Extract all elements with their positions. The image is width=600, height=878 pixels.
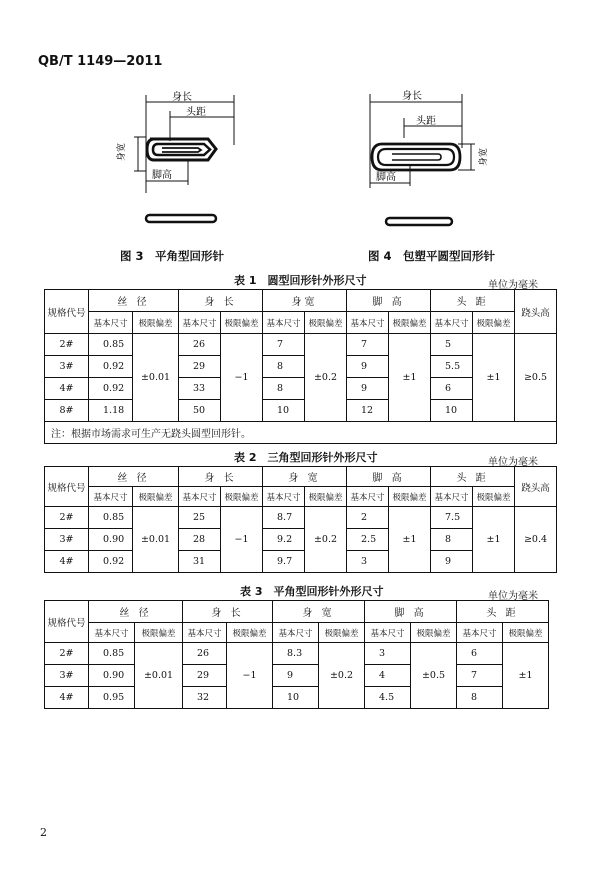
fig4-foot-label: 脚高 (376, 172, 396, 183)
t2-code: 3# (45, 529, 89, 551)
table-1-unit: 单位为毫米 (488, 280, 538, 291)
fig4-head-label: 头距 (416, 116, 436, 127)
t1-sub-basic: 基本尺寸 (347, 312, 389, 334)
t2-width: 8.7 (263, 507, 305, 529)
t1-width: 10 (263, 400, 305, 422)
t2-head: 9 (431, 551, 473, 573)
t1-foot: 9 (347, 356, 389, 378)
t3-tol-wire: ±0.01 (135, 643, 183, 709)
t2-header-code: 规格代号 (45, 467, 89, 507)
t3-head: 8 (457, 687, 503, 709)
t3-length: 32 (183, 687, 227, 709)
standard-number: QB/T 1149—2011 (38, 54, 163, 69)
figure-4-caption: 图 4 包塑平圆型回形针 (368, 249, 496, 263)
table-1-note: 注：根据市场需求可生产无跷头圆型回形针。 (45, 422, 557, 444)
t3-code: 3# (45, 665, 89, 687)
t2-tol-head: ±1 (473, 507, 515, 573)
table-1-title: 表 1 圆型回形针外形尺寸 (234, 274, 367, 287)
table-1 (44, 289, 557, 444)
t1-header-head: 头 距 (431, 290, 515, 312)
t2-wire: 0.92 (89, 551, 133, 573)
t1-wire: 0.92 (89, 378, 133, 400)
fig3-width-label: 身宽 (117, 142, 127, 161)
table-3 (44, 600, 549, 709)
t1-length: 50 (179, 400, 221, 422)
t3-header-foot: 脚 高 (365, 601, 457, 623)
t2-length: 31 (179, 551, 221, 573)
fig4-width-label: 身宽 (479, 147, 489, 166)
t1-wire: 0.85 (89, 334, 133, 356)
t3-header-length: 身 长 (183, 601, 273, 623)
t2-sub-basic: 基本尺寸 (263, 487, 305, 507)
t2-tol-foot: ±1 (389, 507, 431, 573)
t1-sub-basic: 基本尺寸 (179, 312, 221, 334)
t3-sub-tol: 极限偏差 (135, 623, 183, 643)
table-2 (44, 466, 557, 573)
t2-sub-tol: 极限偏差 (133, 487, 179, 507)
t2-foot: 2.5 (347, 529, 389, 551)
t2-code: 4# (45, 551, 89, 573)
t1-foot: 12 (347, 400, 389, 422)
t1-header-wire: 丝 径 (89, 290, 179, 312)
t3-header-head: 头 距 (457, 601, 549, 623)
t1-header-code: 规格代号 (45, 290, 89, 334)
t2-sub-tol: 极限偏差 (305, 487, 347, 507)
t3-code: 4# (45, 687, 89, 709)
t2-code: 2# (45, 507, 89, 529)
t1-sub-tol: 极限偏差 (221, 312, 263, 334)
t2-sub-tol: 极限偏差 (473, 487, 515, 507)
t1-head: 5.5 (431, 356, 473, 378)
t2-tol-wire: ±0.01 (133, 507, 179, 573)
t1-tol-foot: ±1 (389, 334, 431, 422)
t2-jump: ≥0.4 (515, 507, 557, 573)
t2-length: 25 (179, 507, 221, 529)
table-2-unit: 单位为毫米 (488, 457, 538, 468)
t3-header-width: 身 宽 (273, 601, 365, 623)
t3-sub-basic: 基本尺寸 (89, 623, 135, 643)
t2-wire: 0.85 (89, 507, 133, 529)
t2-header-foot: 脚 高 (347, 467, 431, 487)
t1-code: 8# (45, 400, 89, 422)
t3-foot: 4.5 (365, 687, 411, 709)
t1-tol-width: ±0.2 (305, 334, 347, 422)
t1-length: 26 (179, 334, 221, 356)
t1-header-length: 身 长 (179, 290, 263, 312)
t1-tol-head: ±1 (473, 334, 515, 422)
t2-wire: 0.90 (89, 529, 133, 551)
t2-header-jump: 跷头高 (515, 467, 557, 507)
t2-head: 8 (431, 529, 473, 551)
fig3-length-label: 身长 (172, 92, 192, 103)
t3-sub-basic: 基本尺寸 (457, 623, 503, 643)
fig3-head-label: 头距 (186, 107, 206, 118)
t1-width: 8 (263, 378, 305, 400)
t1-jump: ≥0.5 (515, 334, 557, 422)
t1-width: 8 (263, 356, 305, 378)
table-2-title: 表 2 三角型回形针外形尺寸 (234, 451, 378, 464)
figure-3-drawing (110, 85, 260, 230)
t1-code: 4# (45, 378, 89, 400)
t3-tol-head: ±1 (503, 643, 549, 709)
t3-head: 7 (457, 665, 503, 687)
table-3-title: 表 3 平角型回形针外形尺寸 (240, 585, 384, 598)
t2-head: 7.5 (431, 507, 473, 529)
t3-sub-basic: 基本尺寸 (183, 623, 227, 643)
t1-code: 2# (45, 334, 89, 356)
t2-header-width: 身 宽 (263, 467, 347, 487)
t2-header-wire: 丝 径 (89, 467, 179, 487)
table-3-unit: 单位为毫米 (488, 591, 538, 602)
t3-wire: 0.95 (89, 687, 135, 709)
fig3-foot-label: 脚高 (152, 170, 172, 181)
t3-sub-tol: 极限偏差 (319, 623, 365, 643)
t1-length: 33 (179, 378, 221, 400)
t3-tol-length: −1 (227, 643, 273, 709)
t2-sub-basic: 基本尺寸 (179, 487, 221, 507)
t3-length: 29 (183, 665, 227, 687)
table-row (45, 334, 557, 356)
t3-width: 10 (273, 687, 319, 709)
figure-4-drawing (340, 88, 500, 233)
t3-wire: 0.90 (89, 665, 135, 687)
page-number: 2 (40, 826, 47, 839)
table-row (45, 643, 549, 665)
t1-foot: 9 (347, 378, 389, 400)
t3-foot: 3 (365, 643, 411, 665)
t1-head: 10 (431, 400, 473, 422)
t1-foot: 7 (347, 334, 389, 356)
t2-tol-width: ±0.2 (305, 507, 347, 573)
t3-width: 9 (273, 665, 319, 687)
t1-sub-tol: 极限偏差 (133, 312, 179, 334)
t3-length: 26 (183, 643, 227, 665)
t3-tol-foot: ±0.5 (411, 643, 457, 709)
t2-width: 9.2 (263, 529, 305, 551)
t1-header-foot: 脚 高 (347, 290, 431, 312)
t2-sub-basic: 基本尺寸 (431, 487, 473, 507)
t2-header-length: 身 长 (179, 467, 263, 487)
t3-header-wire: 丝 径 (89, 601, 183, 623)
t1-header-jump: 跷头高 (515, 290, 557, 334)
table-row (45, 687, 549, 709)
t1-tol-wire: ±0.01 (133, 334, 179, 422)
t1-wire: 0.92 (89, 356, 133, 378)
t1-length: 29 (179, 356, 221, 378)
t1-code: 3# (45, 356, 89, 378)
fig4-length-label: 身长 (402, 91, 422, 102)
t2-sub-tol: 极限偏差 (221, 487, 263, 507)
t3-sub-tol: 极限偏差 (503, 623, 549, 643)
t3-sub-basic: 基本尺寸 (365, 623, 411, 643)
t2-header-head: 头 距 (431, 467, 515, 487)
t3-foot: 4 (365, 665, 411, 687)
t1-sub-basic: 基本尺寸 (431, 312, 473, 334)
t3-header-code: 规格代号 (45, 601, 89, 643)
t3-sub-basic: 基本尺寸 (273, 623, 319, 643)
t1-head: 6 (431, 378, 473, 400)
t2-sub-basic: 基本尺寸 (347, 487, 389, 507)
t1-width: 7 (263, 334, 305, 356)
t1-sub-tol: 极限偏差 (305, 312, 347, 334)
t1-head: 5 (431, 334, 473, 356)
t2-foot: 3 (347, 551, 389, 573)
t3-wire: 0.85 (89, 643, 135, 665)
t2-width: 9.7 (263, 551, 305, 573)
t2-sub-tol: 极限偏差 (389, 487, 431, 507)
table-row (45, 665, 549, 687)
t3-sub-tol: 极限偏差 (411, 623, 457, 643)
t1-tol-length: −1 (221, 334, 263, 422)
t1-sub-basic: 基本尺寸 (89, 312, 133, 334)
t2-tol-length: −1 (221, 507, 263, 573)
figure-3-caption: 图 3 平角型回形针 (120, 249, 225, 263)
t1-wire: 1.18 (89, 400, 133, 422)
t1-sub-basic: 基本尺寸 (263, 312, 305, 334)
t3-width: 8.3 (273, 643, 319, 665)
t2-sub-basic: 基本尺寸 (89, 487, 133, 507)
t3-head: 6 (457, 643, 503, 665)
t1-header-width: 身宽 (263, 290, 347, 312)
t3-tol-width: ±0.2 (319, 643, 365, 709)
t1-sub-tol: 极限偏差 (473, 312, 515, 334)
t1-sub-tol: 极限偏差 (389, 312, 431, 334)
t2-foot: 2 (347, 507, 389, 529)
t3-code: 2# (45, 643, 89, 665)
table-row (45, 507, 557, 529)
t3-sub-tol: 极限偏差 (227, 623, 273, 643)
t2-length: 28 (179, 529, 221, 551)
